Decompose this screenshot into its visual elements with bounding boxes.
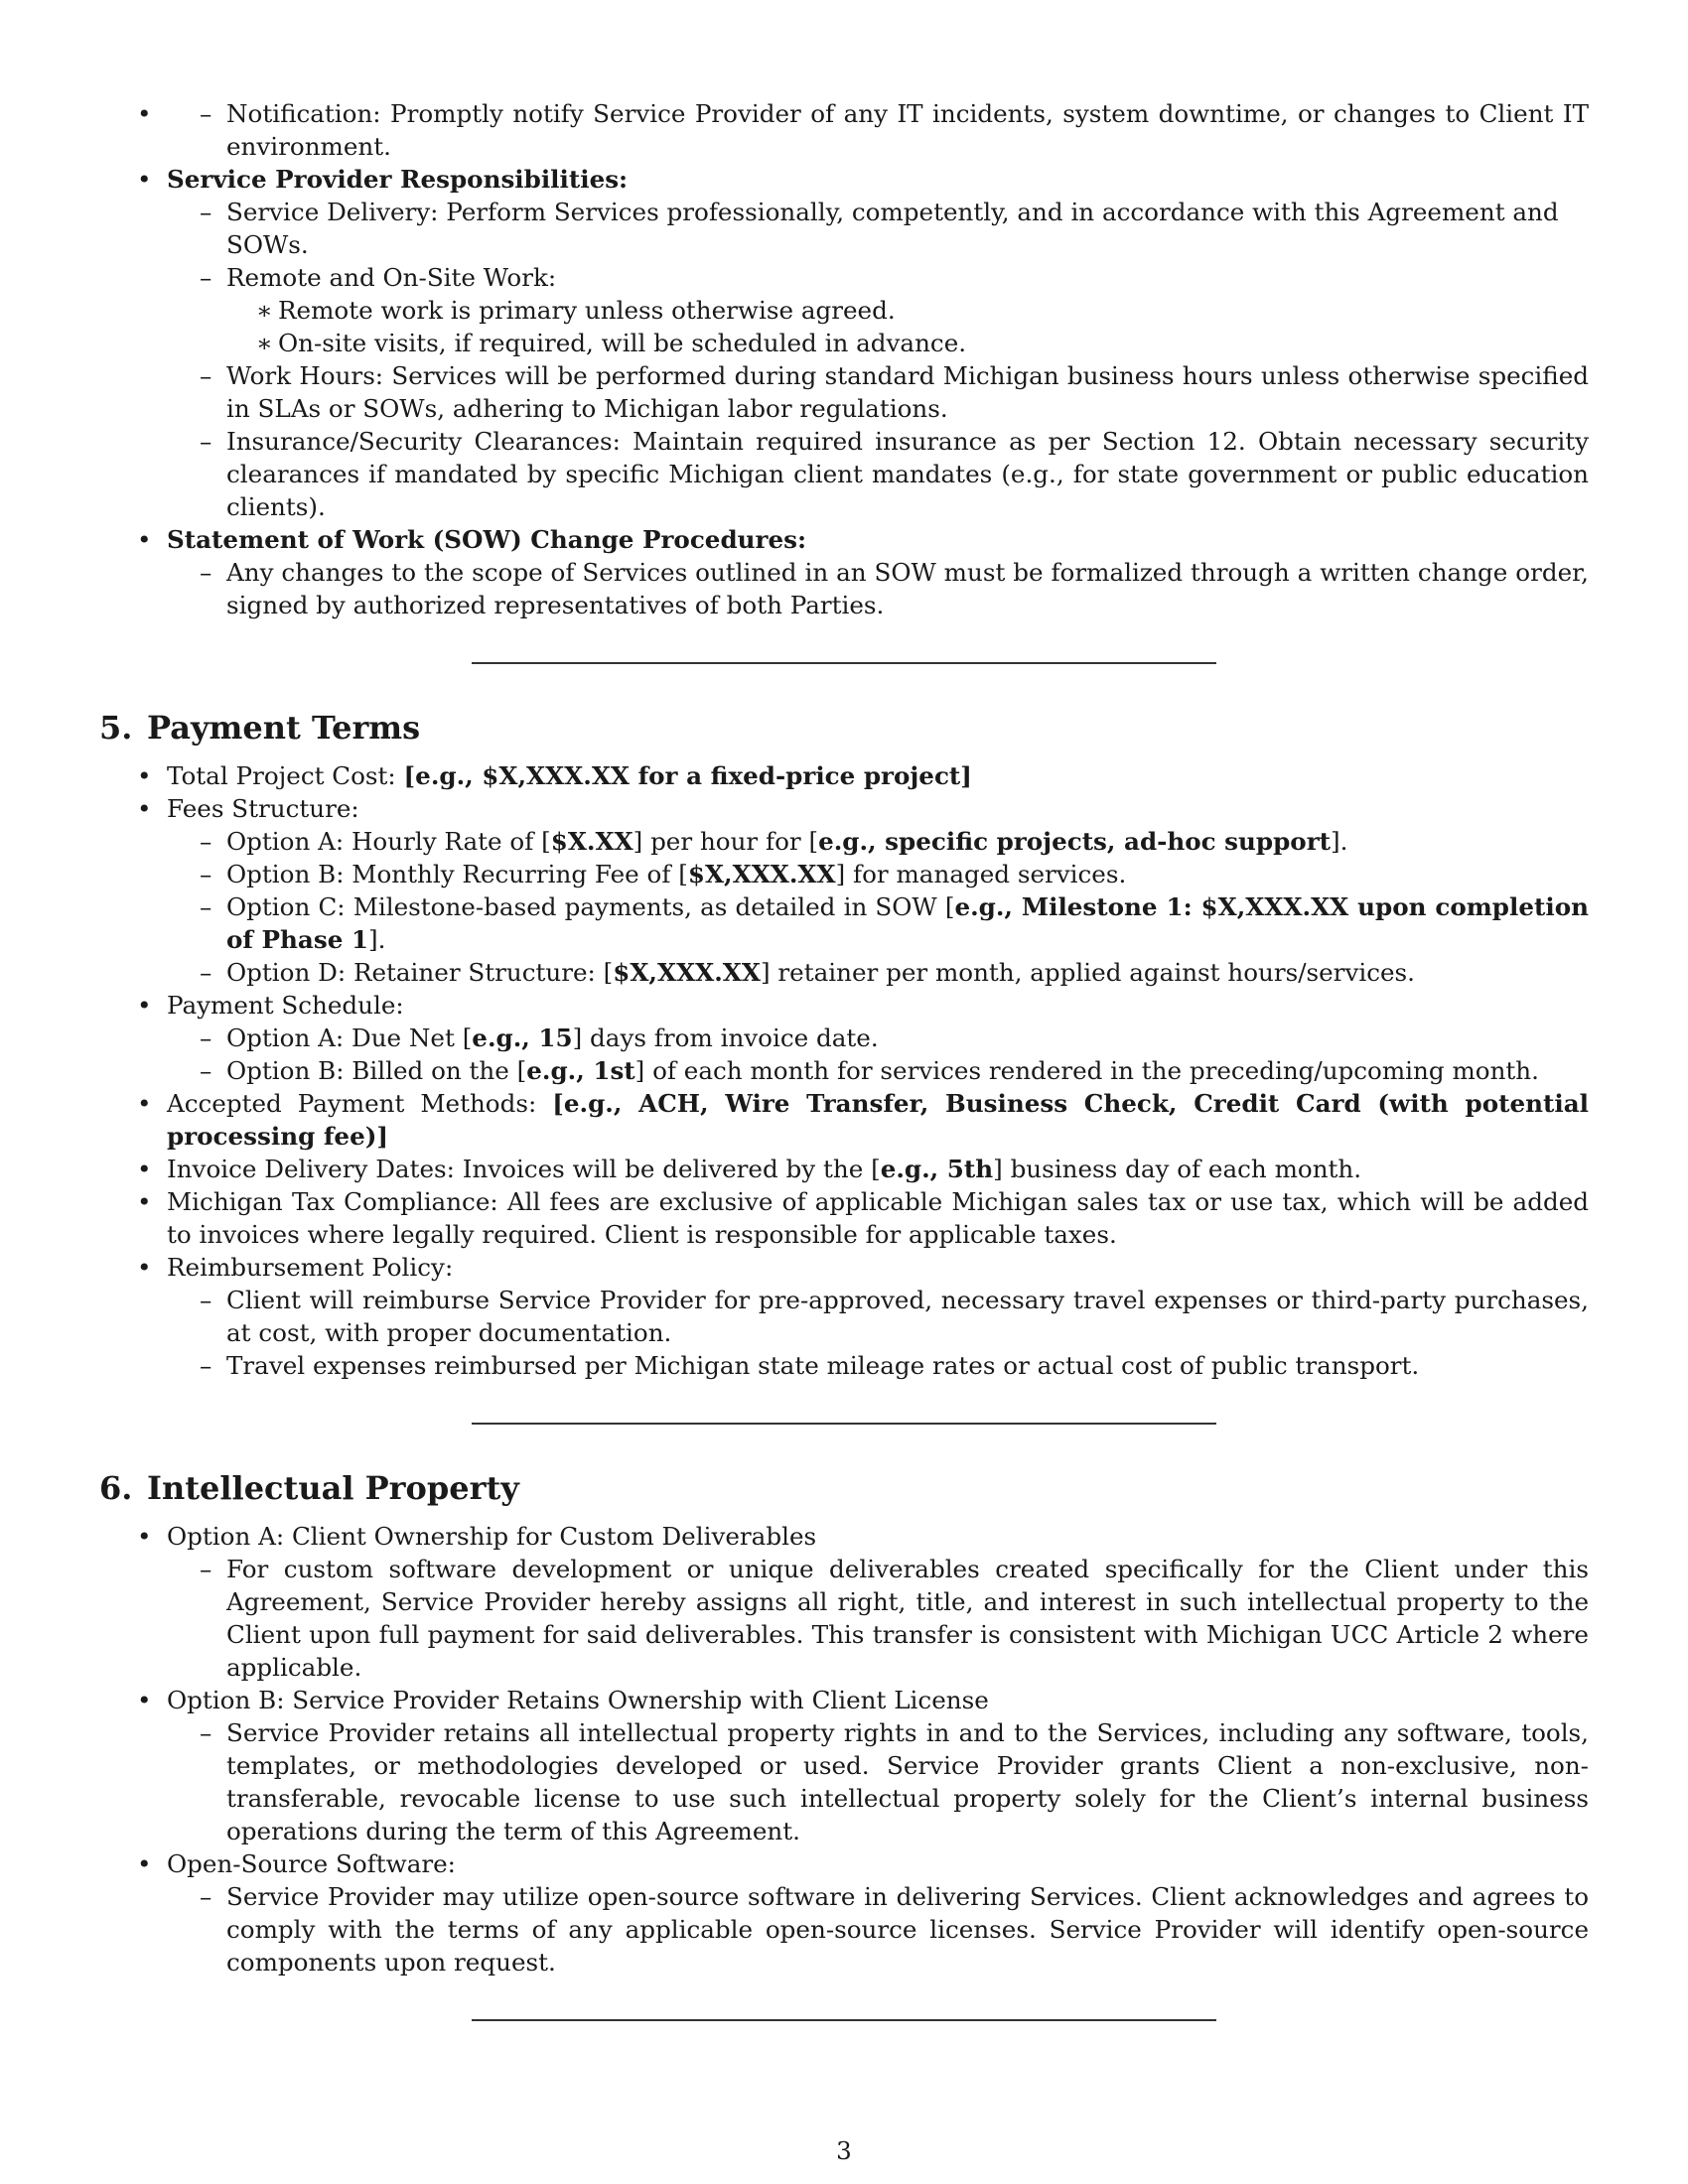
list-item: – Client will reimburse Service Provider for pre-approved, necessary travel expenses or third-party purchases, at cost, with proper documentation. (167, 1284, 1589, 1349)
list-item: • Reimbursement Policy: – Client will reimburse Service Provider for pre-approved, necessary travel expenses or third-party purchases, at cost, with proper documentation. – Travel expenses reimbursed per Michigan state mileage rates or actual cost of public transport. (99, 1251, 1589, 1382)
list-item: • Michigan Tax Compliance: All fees are exclusive of applicable Michigan sales tax or use tax, which will be added to invoices where legally required. Client is responsible for applicable taxes. (99, 1185, 1589, 1251)
list-item: – Option B: Monthly Recurring Fee of [$X,XXX.XX] for managed services. (167, 858, 1589, 890)
list-item: • Fees Structure: – Option A: Hourly Rate of [$X.XX] per hour for [e.g., specific projects, ad-hoc support]. – Option B: Monthly Recurring Fee of [$X,XXX.XX] for managed services. – Option C: Milestone-based payments, as detailed in SOW [e.g., Milestone 1: $X,XXX.XX upon completion of Phase 1]. – Option D: Retainer Structure: [$X,XXX.XX] retainer per month, applied against hours/services. (99, 792, 1589, 989)
list-item: – Insurance/Security Clearances: Maintain required insurance as per Section 12. Obtain necessary security clearances if mandated by specific Michigan client mandates (e.g., for state government or public education clients). (167, 425, 1589, 523)
section-divider (472, 2019, 1216, 2021)
sow-change-title: • Statement of Work (SOW) Change Procedures: (167, 525, 807, 554)
list-item: • Option A: Client Ownership for Custom Deliverables – For custom software development or unique deliverables created specifically for the Client under this Agreement, Service Provider hereby assigns all right, title, and interest in such intellectual property to the Client upon full payment for said deliverables. This transfer is consistent with Michigan UCC Article 2 where applicable. (99, 1520, 1589, 1684)
list-item: – Option A: Hourly Rate of [$X.XX] per hour for [e.g., specific projects, ad-hoc support]. (167, 825, 1589, 858)
section-heading-payment: 5. Payment Terms (99, 709, 421, 747)
list-item (99, 97, 1589, 163)
section-divider (472, 1423, 1216, 1425)
page-number: 3 (836, 2136, 852, 2165)
document-page (99, 97, 1589, 2021)
list-item: – For custom software development or unique deliverables created specifically for the Client under this Agreement, Service Provider hereby assigns all right, title, and interest in such intellectual property to the Client upon full payment for said deliverables. This transfer is consistent with Michigan UCC Article 2 where applicable. (167, 1553, 1589, 1684)
ip-list (99, 1520, 1589, 1979)
list-item: – Service Delivery: Perform Services professionally, competently, and in accordance with this Agreement and SOWs. (167, 196, 1589, 261)
list-item: • Open-Source Software: – Service Provider may utilize open-source software in delivering Services. Client acknowledges and agrees to comply with the terms of any applicable open-source licenses. Service Provider will identify open-source components upon request. (99, 1847, 1589, 1979)
list-item: – Option C: Milestone-based payments, as detailed in SOW [e.g., Milestone 1: $X,XXX.XX upon completion of Phase 1]. (167, 890, 1589, 956)
list-item: – Service Provider may utilize open-source software in delivering Services. Client acknowledges and agrees to comply with the terms of any applicable open-source licenses. Service Provider will identify open-source components upon request. (167, 1880, 1589, 1979)
list-item: – Remote and On-Site Work: ∗ Remote work is primary unless otherwise agreed. ∗ On-site visits, if required, will be scheduled in advance. (167, 261, 1589, 359)
list-item: – Option A: Due Net [e.g., 15] days from invoice date. (167, 1022, 1589, 1054)
list-item: • Invoice Delivery Dates: Invoices will be delivered by the [e.g., 5th] business day of each month. (99, 1153, 1589, 1185)
list-item: – Any changes to the scope of Services outlined in an SOW must be formalized through a written change order, signed by authorized representatives of both Parties. (167, 556, 1589, 621)
section-heading-ip: 6. Intellectual Property (99, 1469, 519, 1507)
list-item: – Service Provider retains all intellectual property rights in and to the Services, including any software, tools, templates, or methodologies developed or used. Service Provider grants Client a non-exclusive, non-transferable, revocable license to use such intellectual property solely for the Client’s internal business operations during the term of this Agreement. (167, 1716, 1589, 1847)
list-item: ∗ Remote work is primary unless otherwise agreed. (226, 294, 1589, 327)
responsibilities-list (99, 97, 1589, 621)
list-item: – Travel expenses reimbursed per Michigan state mileage rates or actual cost of public transport. (167, 1349, 1589, 1382)
list-item: • Option B: Service Provider Retains Ownership with Client License – Service Provider retains all intellectual property rights in and to the Services, including any software, tools, templates, or methodologies developed or used. Service Provider grants Client a non-exclusive, non-transferable, revocable license to use such intellectual property solely for the Client’s internal business operations during the term of this Agreement. (99, 1684, 1589, 1847)
list-item: • Total Project Cost: [e.g., $X,XXX.XX for a fixed-price project] (99, 759, 1589, 792)
list-item: • Payment Schedule: – Option A: Due Net [e.g., 15] days from invoice date. – Option B: Billed on the [e.g., 1st] of each month for services rendered in the preceding/upcoming month. (99, 989, 1589, 1087)
section-divider (472, 662, 1216, 664)
list-item: – Option D: Retainer Structure: [$X,XXX.XX] retainer per month, applied against hours/services. (167, 956, 1589, 989)
sp-responsibilities-item (99, 163, 1589, 523)
section-title: Intellectual Property (147, 1469, 519, 1507)
list-item: ∗ On-site visits, if required, will be scheduled in advance. (226, 327, 1589, 359)
list-item: – Work Hours: Services will be performed during standard Michigan business hours unless otherwise specified in SLAs or SOWs, adhering to Michigan labor regulations. (167, 359, 1589, 425)
sow-change-item (99, 523, 1589, 621)
list-item: – Option B: Billed on the [e.g., 1st] of each month for services rendered in the preceding/upcoming month. (167, 1054, 1589, 1087)
sp-responsibilities-title: • Service Provider Responsibilities: (167, 165, 629, 194)
list-item: • Accepted Payment Methods: [e.g., ACH, Wire Transfer, Business Check, Credit Card (with potential processing fee)] (99, 1087, 1589, 1153)
section-title: Payment Terms (147, 709, 421, 747)
payment-list (99, 759, 1589, 1382)
notification-item: – • Notification: Promptly notify Service Provider of any IT incidents, system downtime, or changes to Client IT environment. (167, 97, 1589, 163)
